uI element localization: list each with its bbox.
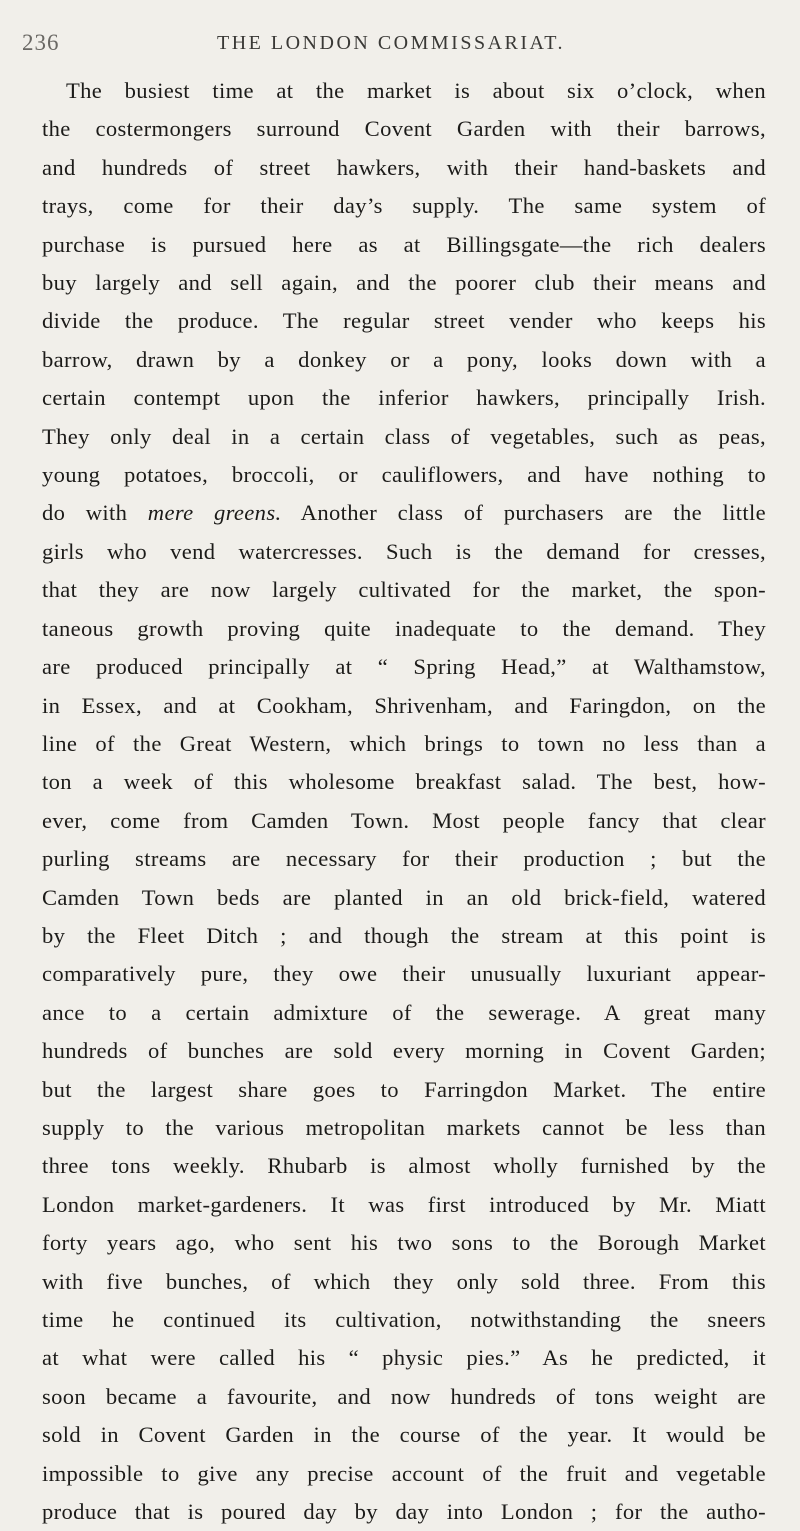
text-line: certain contempt upon the inferior hawkers, principally Irish. <box>42 385 766 411</box>
text-line: the costermongers surround Covent Garden with their barrows, <box>42 116 766 142</box>
text-line: purling streams are necessary for their production ; but the <box>42 846 766 872</box>
text-line: line of the Great Western, which brings to town no less than a <box>42 730 766 756</box>
text-line: sold in Covent Garden in the course of the year. It would be <box>42 1422 766 1448</box>
text-line: ance to a certain admixture of the sewerage. A great many <box>42 999 766 1025</box>
text-line: time he continued its cultivation, notwithstanding the sneers <box>42 1307 766 1332</box>
text-line <box>42 494 766 532</box>
text-line: The busiest time at the market is about six o’clock, when <box>66 78 766 103</box>
text-line: that they are now largely cultivated for the market, the spon- <box>42 577 766 603</box>
text-line: ton a week of this wholesome breakfast salad. The best, how- <box>42 769 766 795</box>
text-line: comparatively pure, they owe their unusually luxuriant appear- <box>42 961 766 987</box>
text-line: girls who vend watercresses. Such is the demand for cresses, <box>42 538 766 564</box>
text-line: They only deal in a certain class of vegetables, such as peas, <box>42 423 766 449</box>
text-segment: do with <box>42 500 148 526</box>
text-line: with five bunches, of which they only sold three. From this <box>42 1268 766 1294</box>
body-paragraph <box>42 72 766 1531</box>
text-line: and hundreds of street hawkers, with their hand-baskets and <box>42 154 766 180</box>
text-line: barrow, drawn by a donkey or a pony, looks down with a <box>42 346 766 372</box>
text-line: produce that is poured day by day into London ; for the autho- <box>42 1499 766 1525</box>
text-line: in Essex, and at Cookham, Shrivenham, and Faringdon, on the <box>42 692 766 718</box>
text-line: Camden Town beds are planted in an old brick-field, watered <box>42 884 766 910</box>
text-line: forty years ago, who sent his two sons to the Borough Market <box>42 1230 766 1256</box>
text-line: three tons weekly. Rhubarb is almost wholly furnished by the <box>42 1153 766 1179</box>
italic-phrase: mere greens. <box>147 500 282 526</box>
text-line: impossible to give any precise account of the fruit and vegetable <box>42 1460 766 1486</box>
text-line: but the largest share goes to Farringdon Market. The entire <box>42 1076 766 1102</box>
text-line: hundreds of bunches are sold every morning in Covent Garden; <box>42 1038 766 1064</box>
text-line: at what were called his “ physic pies.” As he predicted, it <box>42 1345 766 1371</box>
page-number: 236 <box>22 30 60 55</box>
text-line: young potatoes, broccoli, or cauliflowers, and have nothing to <box>42 462 766 488</box>
text-line: purchase is pursued here as at Billingsgate—the rich dealers <box>42 231 766 257</box>
text-line: London market-gardeners. It was first introduced by Mr. Miatt <box>42 1191 766 1217</box>
text-line: soon became a favourite, and now hundreds of tons weight are <box>42 1383 766 1409</box>
running-head <box>22 30 760 58</box>
text-line: divide the produce. The regular street vender who keeps his <box>42 308 766 334</box>
text-line: trays, come for their day’s supply. The same system of <box>42 193 766 219</box>
running-title: THE LONDON COMMISSARIAT. <box>217 32 565 54</box>
text-line: are produced principally at “ Spring Head,” at Walthamstow, <box>42 654 766 680</box>
text-line: taneous growth proving quite inadequate to the demand. They <box>42 615 766 641</box>
text-line: supply to the various metropolitan markets cannot be less than <box>42 1114 766 1140</box>
text-line: ever, come from Camden Town. Most people fancy that clear <box>42 807 766 833</box>
text-line: buy largely and sell again, and the poorer club their means and <box>42 270 766 296</box>
text-segment: Another class of purchasers are the little <box>281 500 766 526</box>
text-line: by the Fleet Ditch ; and though the stream at this point is <box>42 922 766 948</box>
